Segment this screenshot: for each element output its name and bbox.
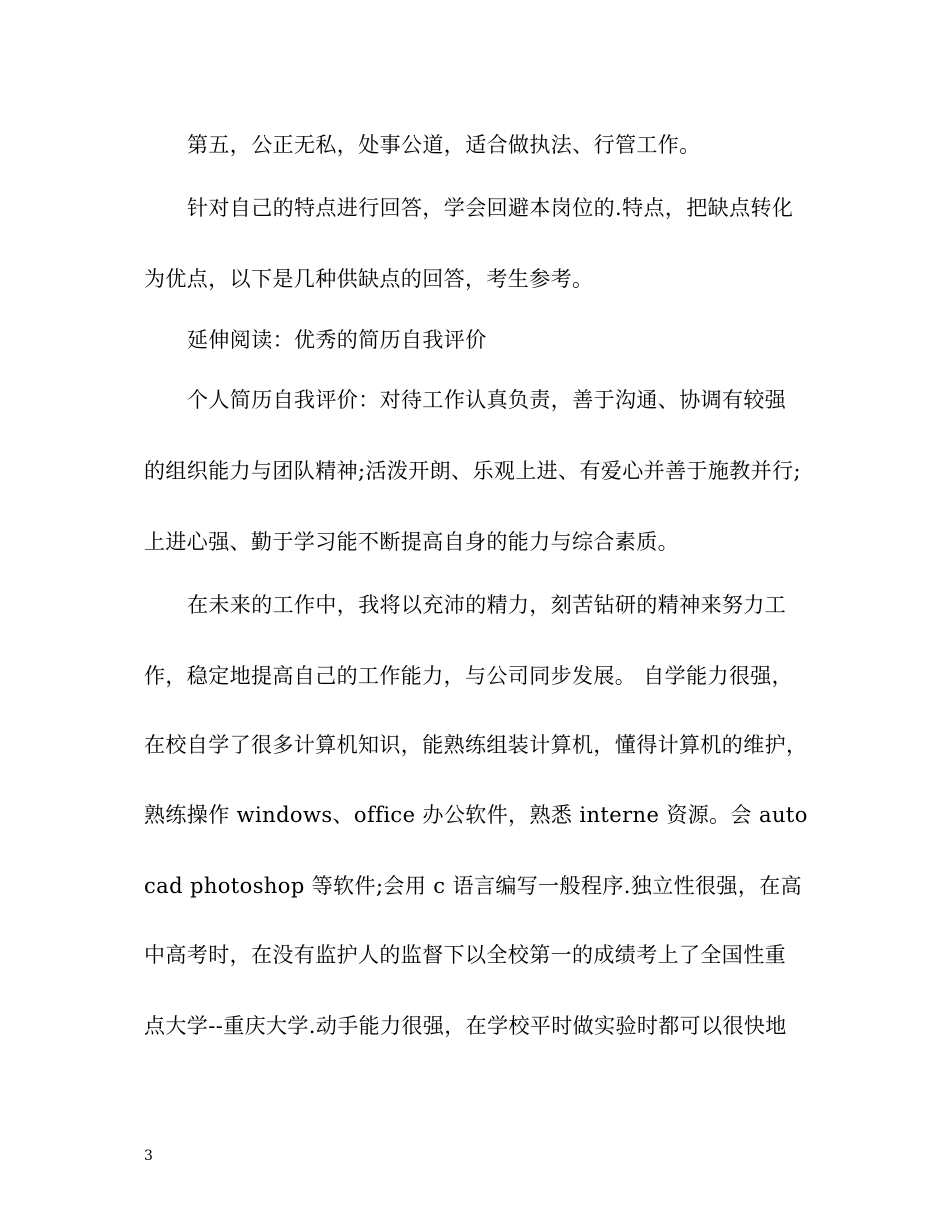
text-line: 个人简历自我评价：对待工作认真负责，善于沟通、协调有较强 [187,388,787,412]
text-line: 上进心强、勤于学习能不断提高自身的能力与综合素质。 [144,530,679,554]
text-line: 中高考时，在没有监护人的监督下以全校第一的成绩考上了全国性重 [144,943,786,967]
page-number: 3 [144,1148,153,1164]
text-line: 在校自学了很多计算机知识，能熟练组装计算机，懂得计算机的维护， [144,733,808,757]
text-line: 作，稳定地提高自己的工作能力，与公司同步发展。 自学能力很强， [144,664,794,688]
text-line: 第五，公正无私，处事公道，适合做执法、行管工作。 [187,133,701,157]
text-line: 为优点，以下是几种供缺点的回答，考生参考。 [144,267,594,291]
text-line: 的组织能力与团队精神;活泼开朗、乐观上进、有爱心并善于施教并行; [144,459,801,483]
text-line: 点大学--重庆大学.动手能力很强，在学校平时做实验时都可以很快地 [144,1014,787,1038]
text-line: 在未来的工作中，我将以充沛的精力，刻苦钻研的精神来努力工 [187,593,787,617]
text-line: cad photoshop 等软件;会用 c 语言编写一般程序.独立性很强，在高 [144,874,803,898]
text-line: 熟练操作 windows、office 办公软件，熟悉 interne 资源。会 auto [144,803,808,827]
text-line: 针对自己的特点进行回答，学会回避本岗位的.特点，把缺点转化 [187,196,794,220]
text-line: 延伸阅读：优秀的简历自我评价 [187,328,487,352]
